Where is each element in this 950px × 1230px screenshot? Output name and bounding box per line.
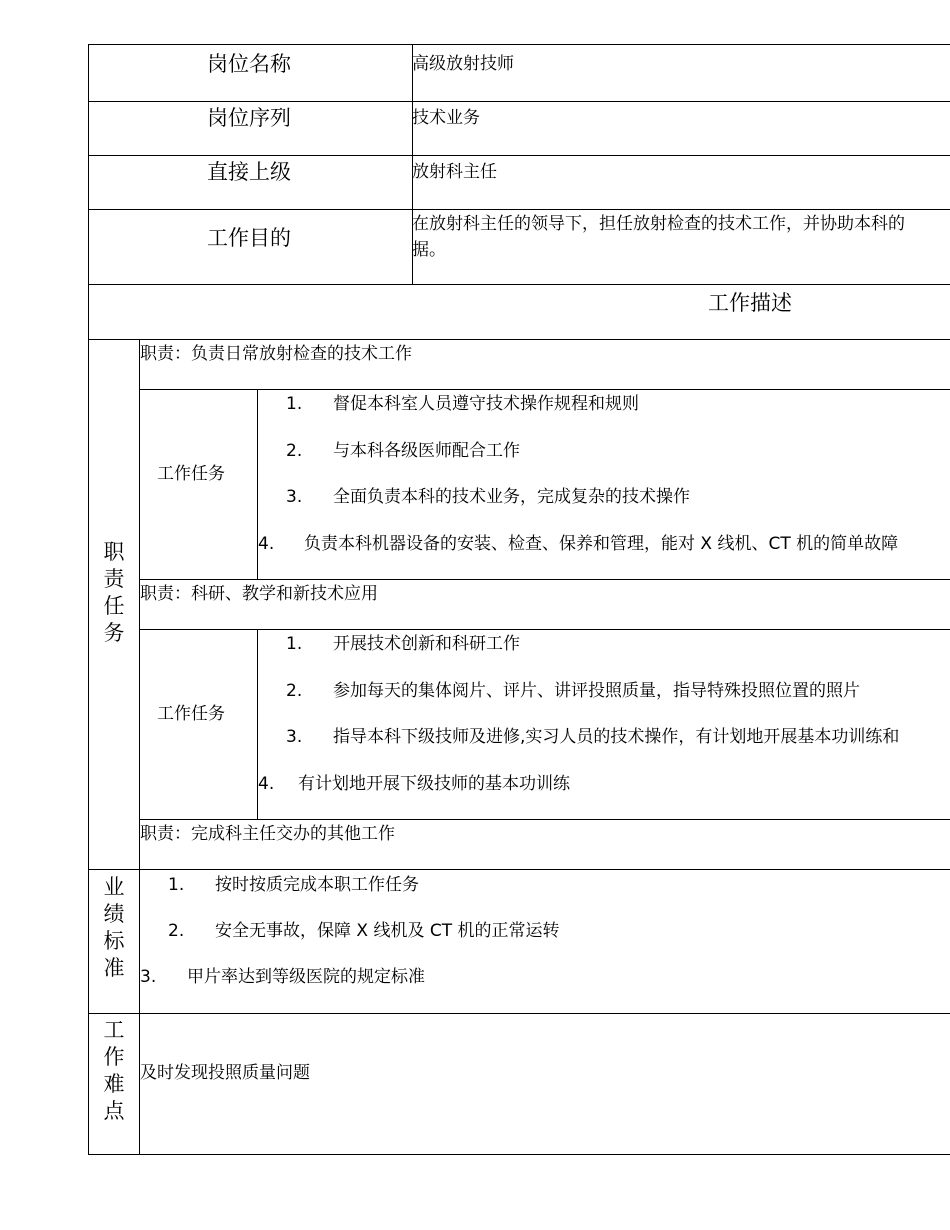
task-text: 负责本科机器设备的安装、检查、保养和管理，能对 X 线机、CT 机的简单故障 [304, 534, 899, 554]
row-divider [88, 284, 950, 285]
table-left-border [88, 44, 89, 1155]
item-number: 2. [168, 921, 185, 941]
direct-superior-value: 放射科主任 [412, 162, 497, 182]
task-text: 有计划地开展下级技师的基本功训练 [298, 774, 570, 794]
task-text: 参加每天的集体阅片、评片、讲评投照质量，指导特殊投照位置的照片 [333, 681, 860, 701]
work-purpose-value-line1: 在放射科主任的领导下，担任放射检查的技术工作，并协助本科的 [412, 214, 905, 234]
task-number: 2. [286, 441, 303, 461]
item-number: 3. [140, 967, 157, 987]
task-number: 4. [258, 774, 275, 794]
section-label-divider [139, 339, 140, 1155]
task-number: 1. [286, 394, 303, 414]
duties-section-label: 职责任务 [103, 540, 125, 645]
task-number: 3. [286, 727, 303, 747]
duty2-task-1 [286, 634, 520, 654]
item-text: 甲片率达到等级医院的规定标准 [187, 967, 425, 987]
difficulty-label: 工作难点 [103, 1018, 125, 1123]
task-number: 2. [286, 681, 303, 701]
direct-superior-label: 直接上级 [207, 160, 291, 184]
duty1-title: 职责：负责日常放射检查的技术工作 [140, 344, 412, 364]
row-divider [88, 155, 950, 156]
table-top-border [88, 44, 950, 45]
duty2-title: 职责：科研、教学和新技术应用 [140, 584, 378, 604]
duty1-task-4 [258, 534, 950, 554]
position-name-label: 岗位名称 [207, 52, 291, 76]
duty2-task-4 [258, 774, 570, 794]
item-text: 按时按质完成本职工作任务 [215, 875, 419, 895]
position-name-value: 高级放射技师 [412, 54, 514, 74]
item-text: 安全无事故，保障 X 线机及 CT 机的正常运转 [215, 921, 560, 941]
duty1-task-3 [286, 487, 690, 507]
duty2-task-2 [286, 681, 860, 701]
work-description-title: 工作描述 [708, 291, 792, 315]
difficulty-text: 及时发现投照质量问题 [140, 1063, 310, 1083]
row-divider [88, 869, 950, 870]
row-divider [139, 629, 950, 630]
item-number: 1. [168, 875, 185, 895]
task-text: 与本科各级医师配合工作 [333, 441, 520, 461]
table-bottom-border [88, 1154, 950, 1155]
duty2-task-label: 工作任务 [157, 704, 225, 724]
task-number: 1. [286, 634, 303, 654]
row-divider [88, 1013, 950, 1014]
position-series-value: 技术业务 [412, 108, 480, 128]
task-text: 全面负责本科的技术业务，完成复杂的技术操作 [333, 487, 690, 507]
work-purpose-label: 工作目的 [207, 226, 291, 250]
duty1-task-2 [286, 441, 520, 461]
performance-item-3 [140, 967, 425, 987]
performance-label: 业绩标准 [103, 875, 125, 980]
row-divider [139, 389, 950, 390]
task-text: 督促本科室人员遵守技术操作规程和规则 [333, 394, 639, 414]
row-divider [139, 819, 950, 820]
row-divider [88, 339, 950, 340]
performance-item-2 [168, 921, 560, 941]
duty1-task-1 [286, 394, 639, 414]
row-divider [88, 101, 950, 102]
row-divider [139, 579, 950, 580]
duty2-task-3 [286, 727, 950, 747]
work-purpose-value-line2: 据。 [412, 240, 446, 260]
position-series-label: 岗位序列 [207, 106, 291, 130]
task-number: 3. [286, 487, 303, 507]
task-number: 4. [258, 534, 275, 554]
performance-item-1 [168, 875, 419, 895]
task-text: 指导本科下级技师及进修,实习人员的技术操作，有计划地开展基本功训练和 [333, 727, 900, 747]
duty1-task-label: 工作任务 [157, 464, 225, 484]
row-divider [88, 209, 950, 210]
duty3-title: 职责：完成科主任交办的其他工作 [140, 824, 395, 844]
task-text: 开展技术创新和科研工作 [333, 634, 520, 654]
